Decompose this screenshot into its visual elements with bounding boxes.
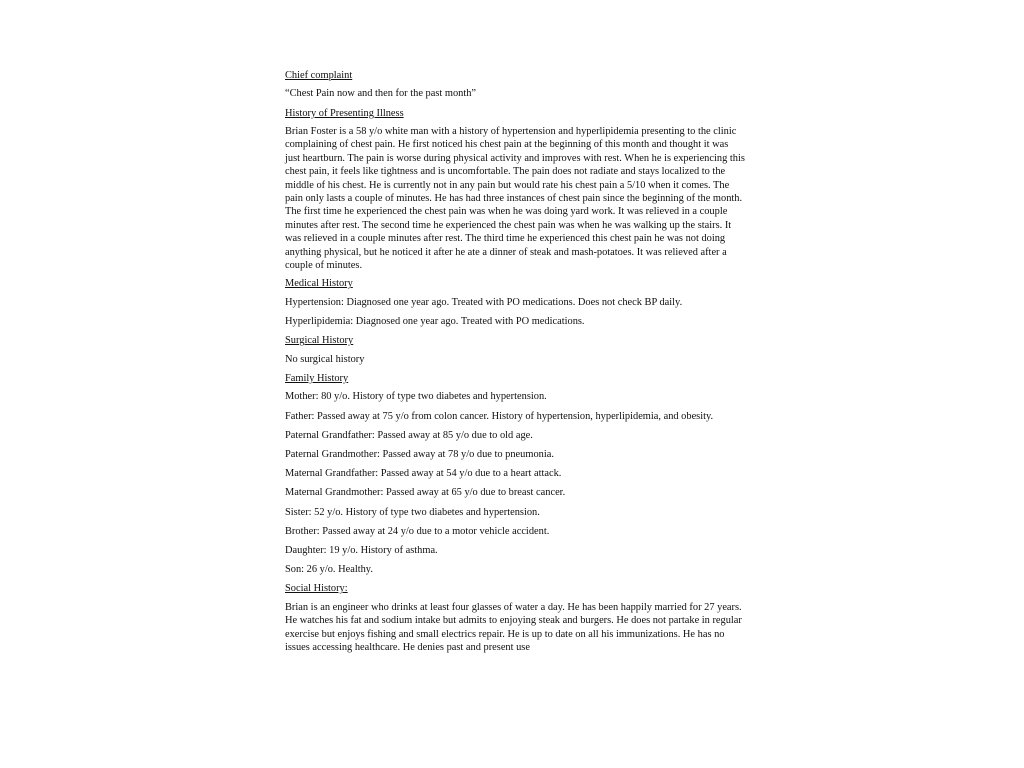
family-history-item: Daughter: 19 y/o. History of asthma.	[285, 544, 438, 556]
family-history-item: Brother: Passed away at 24 y/o due to a motor vehicle accident.	[285, 525, 550, 537]
chief-complaint-heading: Chief complaint	[285, 70, 353, 81]
family-history-item: Father: Passed away at 75 y/o from colon cancer. History of hypertension, hyperlipidemia, and obesity.	[285, 410, 714, 422]
medical-history-item: Hyperlipidemia: Diagnosed one year ago. Treated with PO medications.	[285, 316, 585, 328]
family-history-item: Son: 26 y/o. Healthy.	[285, 564, 373, 576]
social-history-text: Brian is an engineer who drinks at least four glasses of water a day. He has been happily married for 27 years. He watches his fat and sodium intake but admits to enjoying steak and burgers. He does not partake in regular exercise but enjoys fishing and small electrics repair. He is up to date on all his immunizations. He has no issues accessing healthcare. He denies past and present use	[285, 601, 742, 653]
surgical-history-text: No surgical history	[285, 353, 365, 365]
family-history-item: Maternal Grandmother: Passed away at 65 y/o due to breast cancer.	[285, 487, 566, 499]
hpi-heading: History of Presenting Illness	[285, 107, 404, 119]
family-history-item: Paternal Grandfather: Passed away at 85 y/o due to old age.	[285, 429, 533, 441]
family-history-heading: Family History	[285, 372, 349, 384]
surgical-history-heading: Surgical History	[285, 335, 354, 347]
hpi-text: Brian Foster is a 58 y/o white man with a history of hypertension and hyperlipidemia presenting to the clinic complaining of chest pain. He first noticed his chest pain at the beginning of this month and thought it was just heartburn. The pain is worse during physical activity and improves with rest. When he is experiencing this chest pain, it feels like tightness and is uncomfortable. The pain does not radiate and stays localized to the middle of his chest. He is currently not in any pain but would rate his chest pain a 5/10 when it comes. The pain only lasts a couple of minutes. He has had three instances of chest pain since the beginning of the month. The first time he experienced the chest pain was when he was doing yard work. It was relieved in a couple minutes after rest. The second time he experienced the chest pain was when he was walking up the stairs. It was relieved in a couple minutes after rest. The third time he experienced this chest pain he was not doing anything physical, but he noticed it after he ate a dinner of steak and mash-potatoes. It was relieved after a couple of minutes.	[285, 126, 745, 272]
family-history-item: Maternal Grandfather: Passed away at 54 y/o due to a heart attack.	[285, 468, 562, 480]
medical-history-item: Hypertension: Diagnosed one year ago. Treated with PO medications. Does not check BP daily.	[285, 296, 683, 308]
medical-history-heading: Medical History	[285, 278, 353, 290]
family-history-item: Mother: 80 y/o. History of type two diabetes and hypertension.	[285, 391, 547, 403]
document-body	[285, 69, 745, 659]
social-history-heading: Social History:	[285, 583, 348, 595]
family-history-item: Sister: 52 y/o. History of type two diabetes and hypertension.	[285, 506, 540, 518]
chief-complaint-text: “Chest Pain now and then for the past month”	[285, 88, 477, 100]
family-history-item: Paternal Grandmother: Passed away at 78 y/o due to pneumonia.	[285, 448, 554, 460]
